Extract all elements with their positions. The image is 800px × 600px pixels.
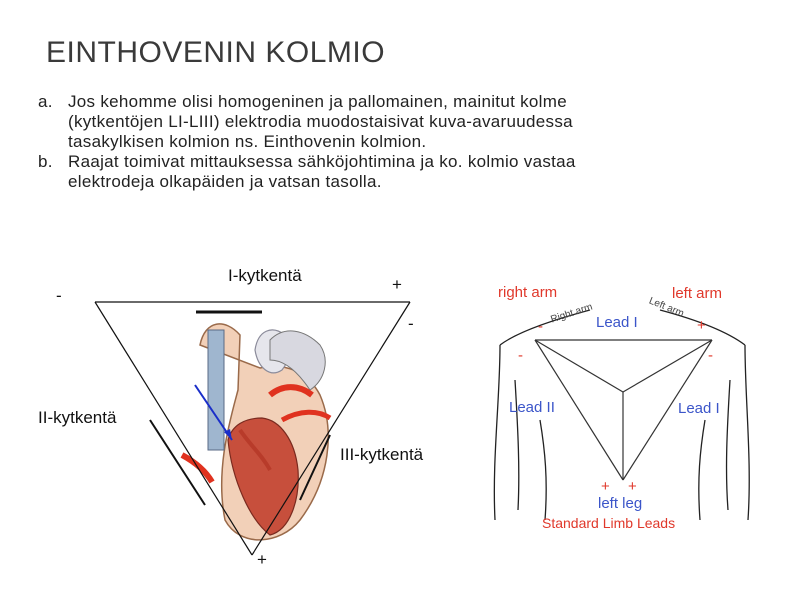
lead-i-top-label: Lead I <box>596 314 638 331</box>
text-line: Raajat toimivat mittauksessa sähköjohtimina ja ko. kolmio vastaa <box>68 152 576 171</box>
plus-sign-leftarm: + <box>697 317 706 334</box>
minus-sign-right: - <box>408 314 414 333</box>
right-arm-label: right arm <box>498 284 558 301</box>
text-line: tasakylkisen kolmion ns. Einthovenin kolmion. <box>68 132 427 151</box>
right-arm-diagonal-label: Right arm <box>549 301 594 326</box>
lead2-label: II-kytkentä <box>38 408 117 427</box>
lead3-label: III-kytkentä <box>340 445 424 464</box>
minus-sign-leadii: - <box>518 347 523 364</box>
lead1-label: I-kytkentä <box>228 266 302 285</box>
list-marker: a. <box>38 92 53 111</box>
plus-sign-leftleg-1: + <box>601 478 610 495</box>
text-line: elektrodeja olkapäiden ja vatsan tasolla. <box>68 172 382 191</box>
plus-sign-leftleg-2: + <box>628 478 637 495</box>
minus-sign-rightarm: - <box>538 318 543 335</box>
plus-sign-right: + <box>392 275 402 294</box>
lead-ii-label: Lead II <box>509 399 555 416</box>
minus-sign-left: - <box>56 286 62 305</box>
plus-sign-bottom: + <box>257 550 267 569</box>
text-line: Jos kehomme olisi homogeninen ja pallomainen, mainitut kolme <box>68 92 567 111</box>
left-arm-label: left arm <box>672 285 723 302</box>
lead-i-right-label: Lead I <box>678 400 720 417</box>
left-arm-diagonal-label: Left arm <box>647 295 686 320</box>
page-title: EINTHOVENIN KOLMIO <box>46 36 386 69</box>
left-leg-label: left leg <box>598 495 643 512</box>
minus-sign-leadi: - <box>708 347 713 364</box>
text-line: (kytkentöjen LI-LIII) elektrodia muodostaisivat kuva-avaruudessa <box>68 112 573 131</box>
limb-diagram-caption: Standard Limb Leads <box>542 515 676 531</box>
list-marker: b. <box>38 152 53 171</box>
